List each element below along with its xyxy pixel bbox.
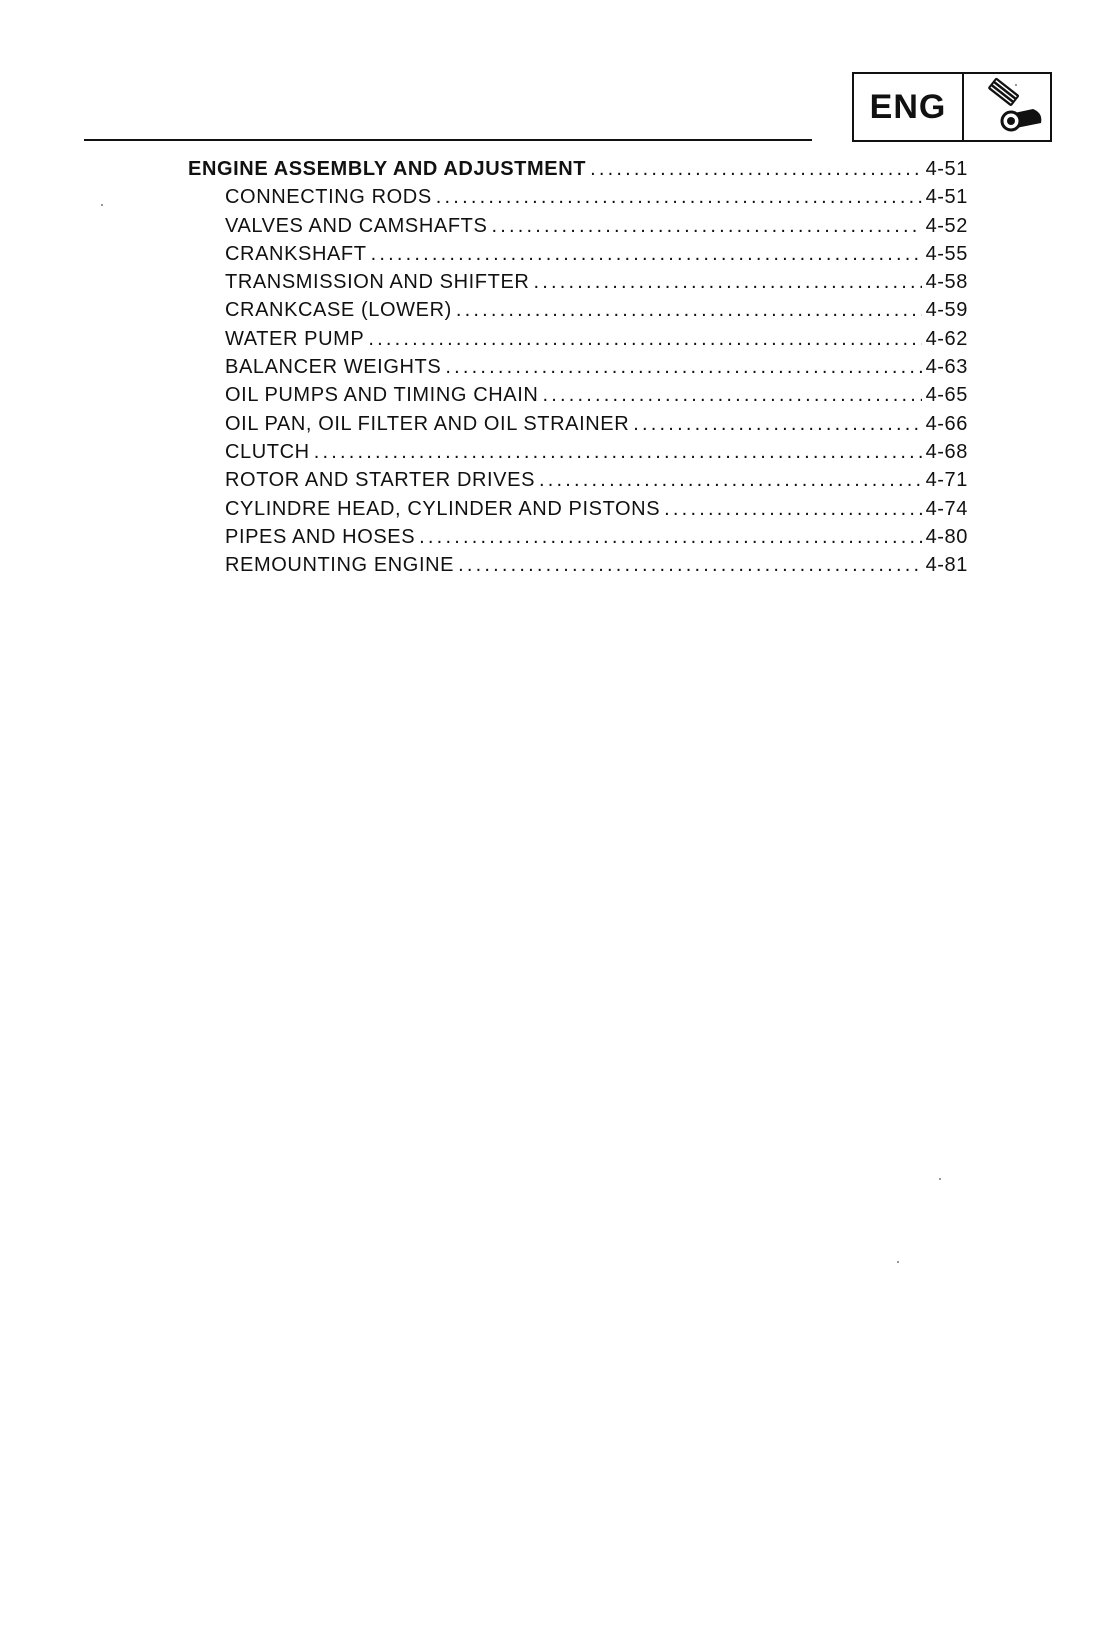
toc-entry-page: 4-71 [925,469,968,492]
toc-leader-dots [590,158,922,181]
scan-speck [101,204,103,206]
toc-leader-dots [633,413,921,436]
scan-speck [897,1261,899,1263]
toc-entry-page: 4-58 [925,271,968,294]
toc-entry-page: 4-65 [925,384,968,407]
toc-entry[interactable] [188,441,968,469]
toc-entry[interactable] [188,215,968,243]
toc-leader-dots [436,186,922,209]
toc-leader-dots [542,384,921,407]
toc-leader-dots [458,554,921,577]
toc-entry-title: CYLINDRE HEAD, CYLINDER AND PISTONS [225,497,661,520]
toc-leader-dots [491,215,921,238]
toc-entry-page: 4-80 [925,525,968,548]
toc-entry-title: OIL PUMPS AND TIMING CHAIN [225,384,539,407]
toc-entry[interactable] [188,413,968,441]
toc-entry-title: WATER PUMP [225,327,365,350]
toc-entry-page: 4-51 [925,186,968,209]
toc-entry-title: PIPES AND HOSES [225,525,416,548]
toc-entry-title: OIL PAN, OIL FILTER AND OIL STRAINER [225,412,630,435]
toc-entry-title: CLUTCH [225,440,310,463]
header-rule [84,139,812,141]
toc-leader-dots [371,243,922,266]
toc-entry[interactable] [188,356,968,384]
toc-leader-dots [664,498,921,521]
toc-entry[interactable] [188,271,968,299]
toc-entry[interactable] [188,554,968,582]
toc-leader-dots [539,469,922,492]
toc-entry-page: 4-66 [925,412,968,435]
toc-entry-page: 4-68 [925,440,968,463]
toc-entry-page: 4-51 [925,158,968,180]
toc-leader-dots [456,299,922,322]
toc-entry-page: 4-59 [925,299,968,322]
table-of-contents [188,158,968,582]
toc-entry-page: 4-63 [925,356,968,379]
section-badge-label: ENG [854,74,964,140]
section-badge [852,72,1052,142]
toc-entry[interactable] [188,243,968,271]
toc-entry-page: 4-62 [925,327,968,350]
toc-leader-dots [445,356,921,379]
toc-entry[interactable] [188,469,968,497]
toc-entry[interactable] [188,498,968,526]
toc-entry[interactable] [188,384,968,412]
toc-main-entry[interactable] [188,158,968,186]
toc-leader-dots [314,441,922,464]
toc-entry-title: CONNECTING RODS [225,186,432,209]
toc-entry-page: 4-55 [925,242,968,265]
toc-entry[interactable] [188,328,968,356]
toc-entry-title: VALVES AND CAMSHAFTS [225,214,488,237]
toc-entry[interactable] [188,526,968,554]
toc-leader-dots [419,526,921,549]
toc-entry[interactable] [188,299,968,327]
toc-entry-page: 4-81 [925,554,968,577]
toc-entry-page: 4-74 [925,497,968,520]
toc-entry-title: CRANKCASE (LOWER) [225,299,452,322]
toc-entry-title: ROTOR AND STARTER DRIVES [225,469,536,492]
toc-entry-title: ENGINE ASSEMBLY AND ADJUSTMENT [188,158,587,180]
engine-icon [964,74,1050,140]
toc-entry-title: REMOUNTING ENGINE [225,554,455,577]
toc-entry[interactable] [188,186,968,214]
toc-leader-dots [533,271,921,294]
toc-entry-title: CRANKSHAFT [225,242,367,265]
toc-entry-title: BALANCER WEIGHTS [225,356,442,379]
toc-leader-dots [368,328,921,351]
scan-speck [939,1178,941,1180]
toc-entry-title: TRANSMISSION AND SHIFTER [225,271,530,294]
toc-entry-page: 4-52 [925,214,968,237]
scan-speck [1015,84,1017,86]
